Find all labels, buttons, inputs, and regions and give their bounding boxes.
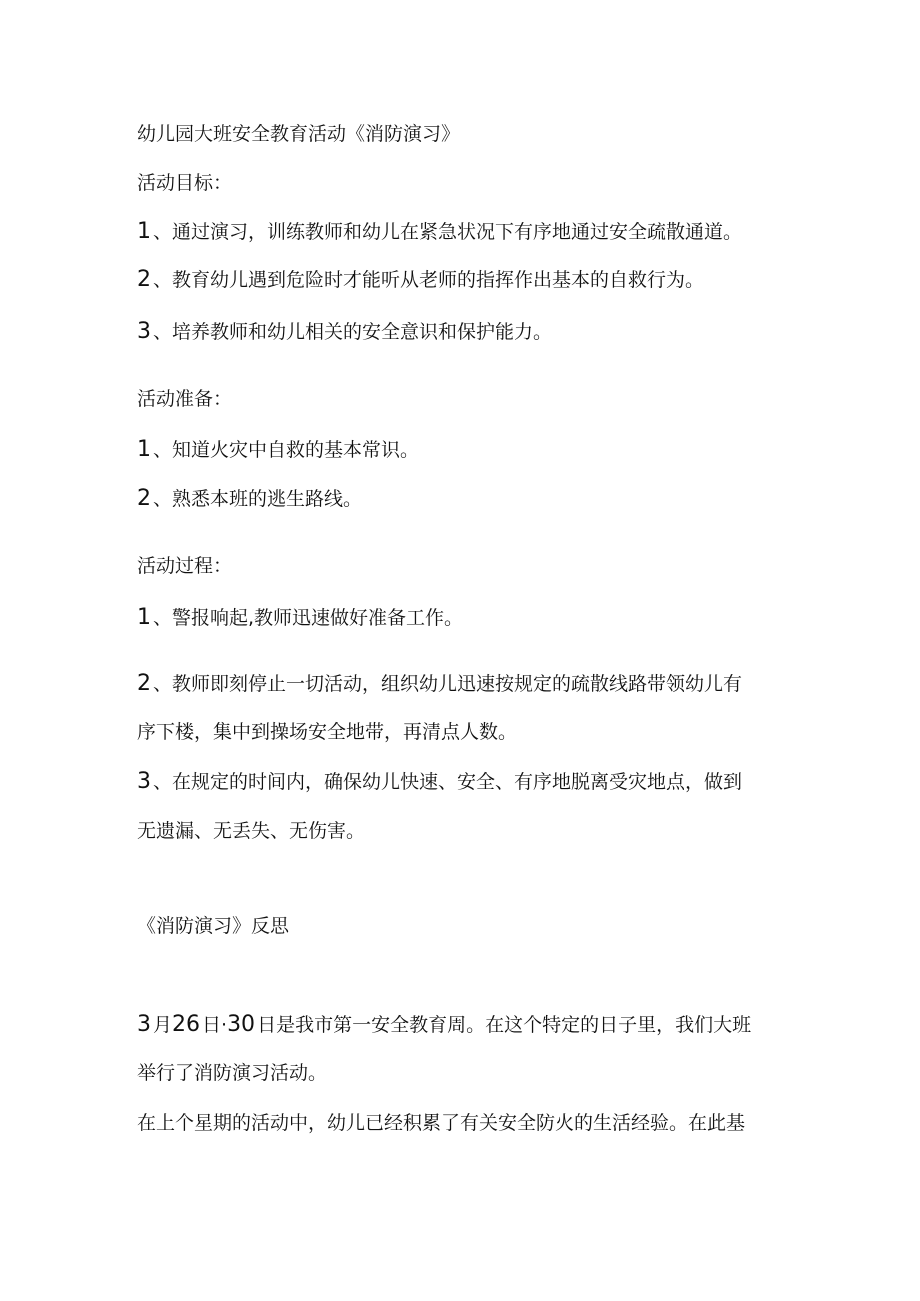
process-item-2-line-1 [137,672,742,696]
goals-heading: 活动目标： [137,172,233,194]
process-item-2-line-2: 序下楼，集中到操场安全地带，再清点人数。 [137,721,518,743]
goal-item-2 [137,268,704,292]
goal-item-3-number: 3 [137,319,151,344]
reflection-date-day-1: 26 [172,1012,201,1037]
reflection-para-1-line-1 [137,1013,751,1037]
process-item-1-number: 1 [137,605,151,630]
reflection-date-month: 3 [137,1012,151,1037]
goal-item-3 [137,320,552,344]
process-item-3-text-1: 、在规定的时间内，确保幼儿快速、安全、有序地脱离受灾地点，做到 [153,771,743,793]
preparation-item-1 [137,438,419,462]
process-heading: 活动过程： [137,555,233,577]
process-item-2-text-1: 、教师即刻停止一切活动，组织幼儿迅速按规定的疏散线路带领幼儿有 [153,673,743,695]
preparation-item-2-text: 、熟悉本班的逃生路线。 [153,488,363,510]
goal-item-1-number: 1 [137,219,151,244]
preparation-heading: 活动准备： [137,388,233,410]
process-item-1-text: 、警报响起,教师迅速做好准备工作。 [153,607,464,629]
goal-item-1 [137,220,742,244]
document-title: 幼儿园大班安全教育活动《消防演习》 [137,123,461,145]
goal-item-2-number: 2 [137,267,151,292]
reflection-para-1-rest: 日是我市第一安全教育周。在这个特定的日子里，我们大班 [257,1014,752,1036]
goal-item-2-text: 、教育幼儿遇到危险时才能听从老师的指挥作出基本的自救行为。 [153,269,705,291]
goal-item-3-text: 、培养教师和幼儿相关的安全意识和保护能力。 [153,321,553,343]
process-item-2-number: 2 [137,671,151,696]
preparation-item-2-number: 2 [137,486,151,511]
process-item-1 [137,606,463,630]
reflection-month-char: 月 [153,1014,173,1036]
reflection-day-char-1: 日· [202,1014,228,1036]
preparation-item-1-text: 、知道火灾中自救的基本常识。 [153,439,420,461]
preparation-item-2 [137,487,362,511]
process-item-3-line-2: 无遗漏、无丢失、无伤害。 [137,820,366,842]
reflection-para-1-line-2: 举行了消防演习活动。 [137,1062,328,1084]
process-item-3-number: 3 [137,769,151,794]
reflection-para-2-line-1: 在上个星期的活动中，幼儿已经积累了有关安全防火的生活经验。在此基 [137,1112,746,1134]
reflection-date-day-2: 30 [227,1012,256,1037]
process-item-3-line-1 [137,770,742,794]
reflection-heading: 《消防演习》反思 [137,915,290,937]
goal-item-1-text: 、通过演习，训练教师和幼儿在紧急状况下有序地通过安全疏散通道。 [153,221,743,243]
preparation-item-1-number: 1 [137,437,151,462]
